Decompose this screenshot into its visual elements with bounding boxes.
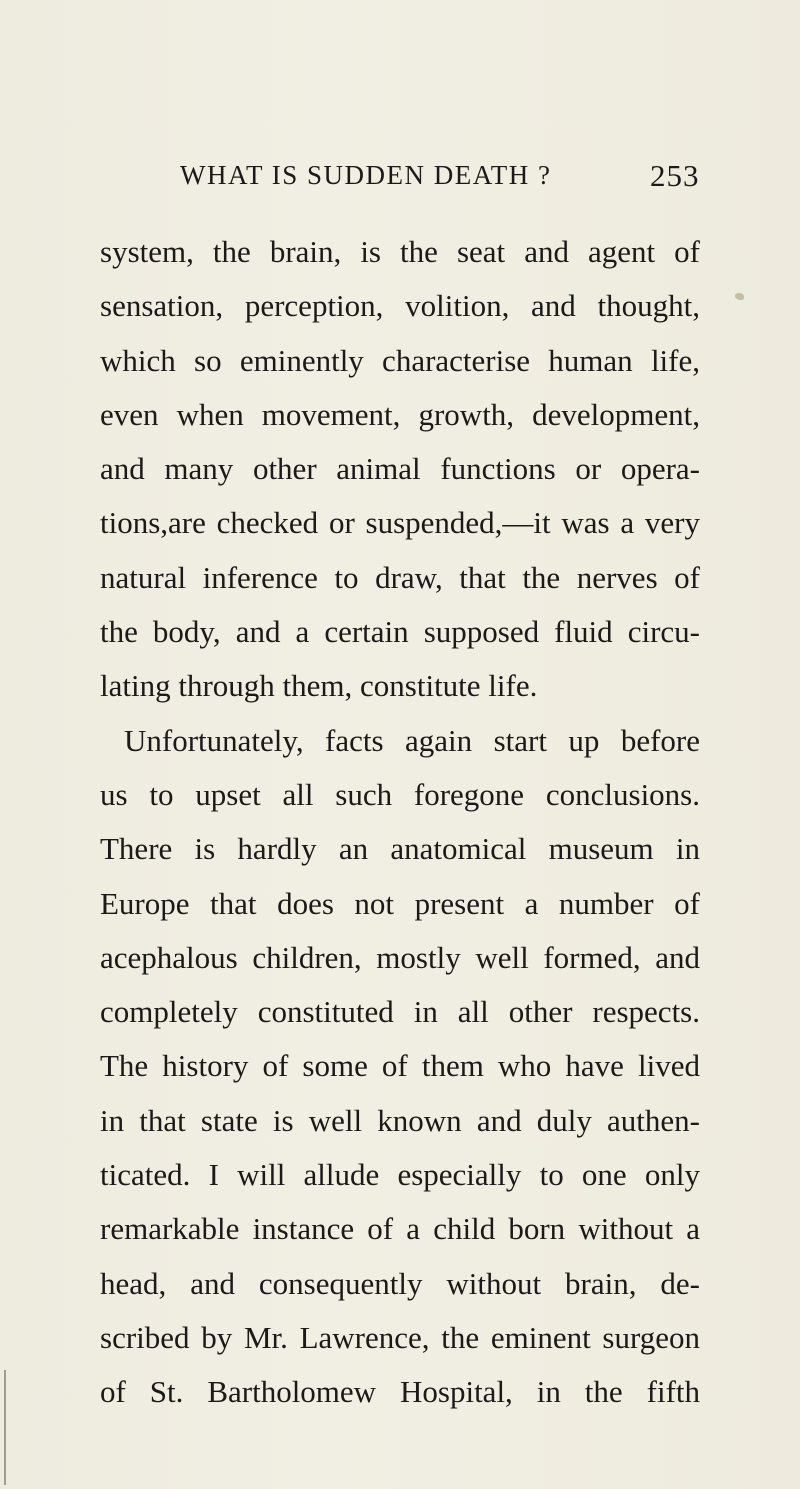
text-line: There is hardly an anatomical museum in <box>100 831 700 867</box>
text-line: natural inference to draw, that the nerves of <box>100 559 700 595</box>
text-line: system, the brain, is the seat and agent of <box>100 234 700 269</box>
page-number: 253 <box>650 158 700 193</box>
text-line: sensation, perception, volition, and thought, <box>100 288 700 324</box>
running-head <box>0 160 800 200</box>
text-line: completely constituted in all other respects. <box>100 994 700 1030</box>
text-line: lating through them, constitute life. <box>100 668 538 704</box>
body-text <box>100 225 700 1420</box>
text-line: tions,are checked or suspended,—it was a very <box>100 505 700 541</box>
text-line: even when movement, growth, development, <box>100 396 700 432</box>
text-line: of St. Bartholomew Hospital, in the fifth <box>100 1374 700 1410</box>
text-line: scribed by Mr. Lawrence, the eminent surgeon <box>100 1319 700 1355</box>
text-line: acephalous children, mostly well formed, and <box>100 939 700 975</box>
text-line: the body, and a certain supposed fluid circu- <box>100 614 700 650</box>
text-line: ticated. I will allude especially to one only <box>100 1157 700 1193</box>
text-line: Unfortunately, facts again start up before <box>124 722 700 758</box>
text-line: The history of some of them who have lived <box>100 1048 700 1084</box>
paper-speck <box>735 293 744 300</box>
text-line: us to upset all such foregone conclusions. <box>100 776 700 812</box>
text-line: Europe that does not present a number of <box>100 885 700 921</box>
text-line: head, and consequently without brain, de- <box>100 1265 700 1301</box>
binding-edge-mark <box>4 1370 6 1485</box>
text-line: which so eminently characterise human life, <box>100 342 700 378</box>
running-title: WHAT IS SUDDEN DEATH ? <box>180 160 552 190</box>
text-line: in that state is well known and duly authen- <box>100 1102 700 1138</box>
text-line: and many other animal functions or opera- <box>100 451 700 487</box>
text-line: remarkable instance of a child born without a <box>100 1211 700 1247</box>
